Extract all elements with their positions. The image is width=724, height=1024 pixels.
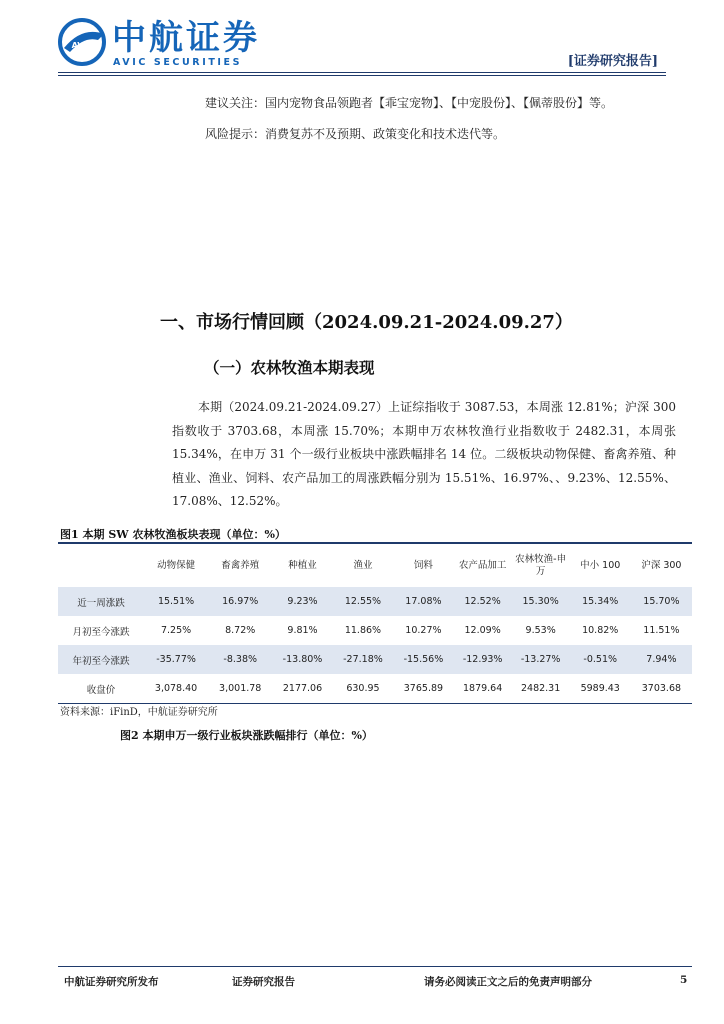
table-cell: -15.56% (393, 645, 453, 674)
table-cell: 15.30% (512, 587, 570, 616)
table-cell: -27.18% (333, 645, 393, 674)
header-divider-secondary (58, 75, 666, 76)
table-row (58, 616, 692, 645)
table-cell: 12.52% (454, 587, 512, 616)
table-cell: 630.95 (333, 674, 393, 704)
table-cell: 7.94% (631, 645, 692, 674)
logo-cn-text: 中航证券 (112, 18, 260, 58)
page-number: 5 (680, 974, 688, 986)
row-label: 年初至今涨跌 (58, 645, 144, 674)
recommendation-text: 建议关注：国内宠物食品领跑者【乖宝宠物】、【中宠股份】、【佩蒂股份】等。 (205, 96, 614, 110)
figure1-top-rule (58, 542, 692, 544)
table-header-row (58, 545, 692, 587)
figure1-source: 资料来源：iFinD，中航证券研究所 (60, 707, 218, 718)
figure1-title: 图1 本期 SW 农林牧渔板块表现（单位：%） (60, 528, 286, 541)
column-header: 畜禽养殖 (221, 560, 260, 571)
risk-text: 风险提示：消费复苏不及预期、政策变化和技术迭代等。 (205, 127, 506, 141)
table-cell: 3765.89 (393, 674, 453, 704)
report-tag: [证券研究报告] (567, 54, 658, 69)
avic-logo-icon (58, 18, 106, 66)
table-cell: 12.09% (464, 625, 501, 636)
column-header: 种植业 (288, 560, 317, 571)
logo-en-text: AVIC SECURITIES (113, 57, 243, 68)
column-header: 饲料 (413, 560, 433, 571)
table-cell: 2177.06 (272, 674, 332, 704)
column-header: 沪深 300 (641, 560, 682, 571)
table-cell: 3703.68 (631, 674, 692, 704)
table-cell: 10.82% (582, 625, 619, 636)
column-header: 渔业 (353, 560, 373, 571)
row-label: 近一周涨跌 (58, 587, 144, 616)
table-cell: 11.51% (643, 625, 680, 636)
table-cell: 3,078.40 (144, 674, 208, 704)
table-cell: -0.51% (570, 645, 631, 674)
table-cell: 1879.64 (454, 674, 512, 704)
table-row (58, 674, 692, 704)
table-cell: 15.70% (631, 587, 692, 616)
table-cell: 15.51% (144, 587, 208, 616)
footer-disclaimer: 请务必阅读正文之后的免责声明部分 (424, 976, 592, 988)
subsection-title: （一）农林牧渔本期表现 (204, 358, 375, 377)
table-cell: 5989.43 (570, 674, 631, 704)
table-cell: -35.77% (144, 645, 208, 674)
column-header: 动物保健 (157, 560, 196, 571)
sector-performance-table (58, 545, 692, 704)
logo-badge: AVIC (71, 41, 93, 50)
table-cell: 3,001.78 (208, 674, 272, 704)
table-row (58, 587, 692, 616)
header-divider (58, 72, 666, 73)
row-label: 收盘价 (58, 674, 144, 704)
table-cell: 10.27% (405, 625, 442, 636)
table-cell: -13.80% (272, 645, 332, 674)
table-cell: 15.34% (570, 587, 631, 616)
column-header: 中小 100 (580, 560, 621, 571)
footer-publisher: 中航证券研究所发布 (64, 976, 159, 988)
table-cell: -13.27% (512, 645, 570, 674)
table-cell: 9.23% (272, 587, 332, 616)
table-corner-cell (58, 545, 144, 587)
table-row (58, 645, 692, 674)
table-cell: 9.81% (287, 625, 318, 636)
column-header: 农林牧渔-申万 (515, 554, 567, 577)
table-cell: -8.38% (208, 645, 272, 674)
row-label: 月初至今涨跌 (72, 626, 130, 638)
table-cell: 2482.31 (512, 674, 570, 704)
table-cell: 12.55% (333, 587, 393, 616)
table-cell: 8.72% (225, 625, 256, 636)
table-cell: 11.86% (344, 625, 382, 636)
section-title: 一、市场行情回顾（2024.09.21-2024.09.27） (160, 312, 573, 333)
table-cell: 16.97% (208, 587, 272, 616)
table-cell: 9.53% (525, 625, 556, 636)
table-cell: 7.25% (160, 625, 192, 636)
figure2-title: 图2 本期申万一级行业板块涨跌幅排行（单位：%） (120, 729, 373, 742)
footer-divider (58, 966, 692, 967)
market-review-paragraph: 本期（2024.09.21-2024.09.27）上证综指收于 3087.53，本周涨 12.81%；沪深 300 指数收于 3703.68，本周涨 15.70%；本期申万农林牧渔行业指数收于 2482.31，本周张 15.34%，在申万 31 个一级行业板块中涨跌幅排名 14 位。二级板块动物保健、畜禽养殖、种植业、渔业、饲料、农产品加工的周涨跌幅分别为 15.51%、16.97%、、9.23%、12.55%、17.08%、12.52%。 (172, 400, 676, 509)
table-cell: 17.08% (393, 587, 453, 616)
footer-doc-type: 证券研究报告 (232, 976, 295, 988)
column-header: 农产品加工 (458, 560, 507, 571)
table-cell: -12.93% (454, 645, 512, 674)
